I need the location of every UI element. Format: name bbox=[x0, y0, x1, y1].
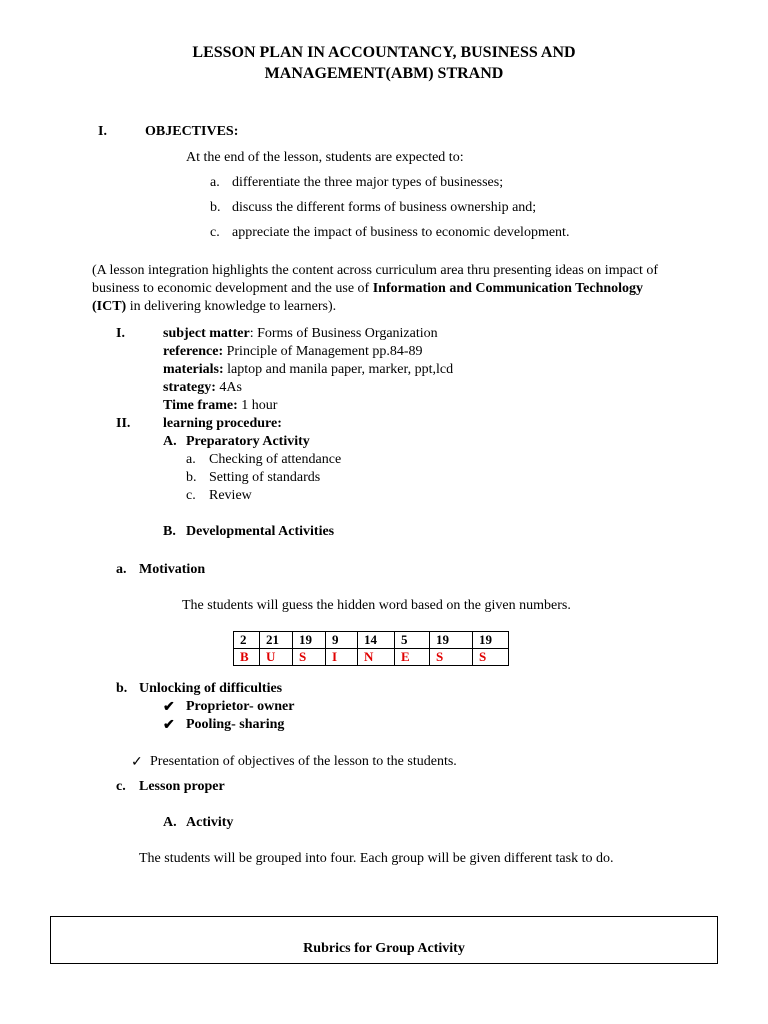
letter-cell: I bbox=[326, 649, 358, 666]
developmental-heading: Developmental Activities bbox=[186, 524, 335, 539]
objective-item: discuss the different forms of business ownership and; bbox=[232, 200, 537, 215]
subject-numeral: I. bbox=[116, 326, 125, 341]
integration-text-bold: Information and Communication Technology (ICT) bbox=[92, 281, 644, 314]
presentation-text: Presentation of objectives of the lesson to the students. bbox=[150, 754, 457, 769]
checkmark-icon: ✔ bbox=[163, 718, 175, 733]
strategy-label: strategy: bbox=[163, 380, 216, 395]
objective-item-marker: c. bbox=[210, 225, 220, 240]
number-cell: 19 bbox=[473, 632, 509, 649]
motivation-text: The students will guess the hidden word based on the given numbers. bbox=[182, 598, 571, 613]
number-cell: 2 bbox=[234, 632, 260, 649]
number-cell: 21 bbox=[260, 632, 293, 649]
integration-text-start: (A lesson integration highlights the content across curriculum area thru presenting ideas on impact of business to economic development and the use of bbox=[92, 263, 659, 296]
activity-heading: Activity bbox=[186, 815, 234, 830]
letter-cell: S bbox=[430, 649, 473, 666]
letters-row bbox=[234, 649, 509, 666]
preparatory-marker: A. bbox=[163, 434, 177, 449]
objective-item: differentiate the three major types of businesses; bbox=[232, 175, 504, 190]
lesson-proper-marker: c. bbox=[116, 779, 126, 794]
checkmark-icon: ✔ bbox=[163, 700, 175, 715]
objective-marker: b. bbox=[210, 200, 221, 215]
objective-item: appreciate the impact of business to economic development. bbox=[232, 225, 570, 240]
letter-cell: N bbox=[358, 649, 395, 666]
reference-label: reference: bbox=[163, 344, 224, 359]
timeframe-value: 1 hour bbox=[237, 398, 278, 413]
materials-label: materials: bbox=[163, 362, 224, 377]
letter-cell: S bbox=[473, 649, 509, 666]
document-title-line1: LESSON PLAN IN ACCOUNTANCY, BUSINESS AND bbox=[192, 44, 576, 61]
motivation-marker: a. bbox=[116, 562, 127, 577]
subject-matter-label: subject matter bbox=[163, 326, 250, 341]
unlocking-heading: Unlocking of difficulties bbox=[139, 681, 283, 696]
rubrics-table bbox=[50, 916, 718, 964]
integration-paragraph bbox=[92, 262, 672, 316]
timeframe-line bbox=[163, 398, 277, 414]
developmental-marker: B. bbox=[163, 524, 176, 539]
materials-value: laptop and manila paper, marker, ppt,lcd bbox=[223, 362, 454, 377]
checkmark-icon: ✓ bbox=[131, 755, 143, 770]
activity-marker: A. bbox=[163, 815, 177, 830]
preparatory-item-marker: a. bbox=[186, 452, 196, 467]
preparatory-item-marker: c. bbox=[186, 488, 196, 503]
document-title-line2: MANAGEMENT(ABM) STRAND bbox=[264, 65, 504, 82]
letter-cell: U bbox=[260, 649, 293, 666]
rubrics-title: Rubrics for Group Activity bbox=[303, 941, 465, 956]
activity-text: The students will be grouped into four. Each group will be given different task to do. bbox=[139, 851, 614, 866]
number-cell: 5 bbox=[395, 632, 430, 649]
strategy-line bbox=[163, 380, 242, 396]
numbers-row bbox=[234, 632, 509, 649]
preparatory-item-marker: b. bbox=[186, 470, 197, 485]
letter-cell: S bbox=[293, 649, 326, 666]
reference-line bbox=[163, 344, 423, 360]
motivation-heading: Motivation bbox=[139, 562, 206, 577]
unlocking-item: Pooling- sharing bbox=[186, 717, 285, 732]
objectives-intro: At the end of the lesson, students are expected to: bbox=[186, 150, 464, 165]
letter-cell: B bbox=[234, 649, 260, 666]
procedure-numeral: II. bbox=[116, 416, 131, 431]
unlocking-marker: b. bbox=[116, 681, 128, 696]
timeframe-label: Time frame: bbox=[163, 398, 238, 413]
subject-matter-value: : Forms of Business Organization bbox=[249, 326, 438, 341]
objectives-numeral: I. bbox=[98, 124, 107, 139]
procedure-heading: learning procedure: bbox=[163, 416, 282, 431]
materials-line bbox=[163, 362, 453, 378]
reference-value: Principle of Management pp.84-89 bbox=[223, 344, 423, 359]
objective-marker: a. bbox=[210, 175, 220, 190]
preparatory-item: Review bbox=[209, 488, 252, 503]
preparatory-item: Checking of attendance bbox=[209, 452, 342, 467]
letter-cell: E bbox=[395, 649, 430, 666]
integration-text-end: in delivering knowledge to learners). bbox=[126, 299, 337, 314]
preparatory-heading: Preparatory Activity bbox=[186, 434, 310, 449]
subject-matter-line bbox=[163, 326, 438, 342]
number-cell: 19 bbox=[430, 632, 473, 649]
strategy-value: 4As bbox=[215, 380, 242, 395]
lesson-proper-heading: Lesson proper bbox=[139, 779, 225, 794]
preparatory-item: Setting of standards bbox=[209, 470, 321, 485]
objectives-heading: OBJECTIVES: bbox=[145, 124, 239, 139]
unlocking-item: Proprietor- owner bbox=[186, 699, 295, 714]
number-cell: 14 bbox=[358, 632, 395, 649]
hidden-word-table bbox=[233, 631, 509, 666]
number-cell: 19 bbox=[293, 632, 326, 649]
number-cell: 9 bbox=[326, 632, 358, 649]
